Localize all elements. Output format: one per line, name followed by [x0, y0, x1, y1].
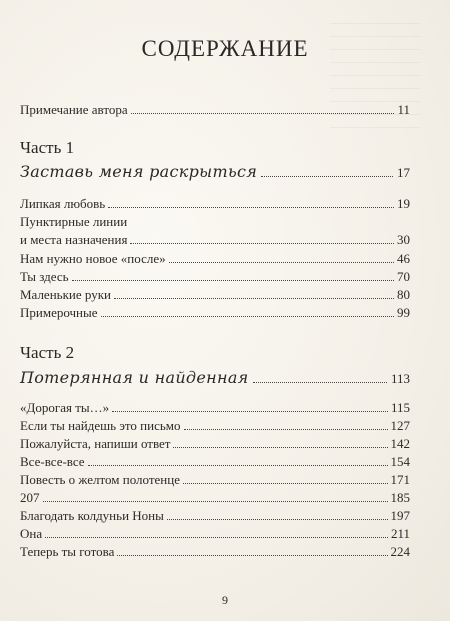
toc-entry [20, 231, 410, 248]
toc-entry-label: Она [20, 526, 43, 541]
dot-leader [183, 483, 388, 484]
toc-entry-label: Ты здесь [20, 269, 69, 284]
part1-title-row [20, 162, 410, 181]
dot-leader [101, 316, 394, 317]
toc-entry-page: 46 [397, 251, 410, 266]
toc-entry-label: Все-все-все [20, 454, 85, 469]
toc-entry [20, 471, 410, 488]
dot-leader [112, 411, 388, 412]
dot-leader [72, 280, 394, 281]
toc-entry-label: Липкая любовь [20, 196, 106, 211]
dot-leader [184, 429, 388, 430]
toc-entry-label: Благодать колдуньи Ноны [20, 508, 164, 523]
toc-entry-page: 154 [390, 454, 410, 469]
part2-page: 113 [390, 371, 410, 386]
toc-entry [20, 304, 410, 321]
toc-entry [20, 489, 410, 506]
toc-entry [20, 250, 410, 267]
toc-entry-label: Нам нужно новое «после» [20, 251, 166, 266]
toc-entry [20, 507, 410, 524]
dot-leader [114, 298, 394, 299]
part2-heading: Часть 2 [20, 343, 75, 362]
toc-entry-label: Теперь ты готова [20, 544, 115, 559]
toc-entry [20, 268, 410, 285]
toc-entry-page: 211 [390, 526, 410, 541]
toc-entry-page: 171 [390, 472, 410, 487]
dot-leader [261, 176, 393, 177]
toc-entry-page: 224 [390, 544, 410, 559]
toc-entry [20, 543, 410, 560]
page-number: 9 [222, 593, 228, 607]
toc-entry-author-note [20, 101, 410, 118]
dot-leader [131, 113, 395, 114]
toc-entry [20, 525, 410, 542]
dot-leader [130, 243, 394, 244]
toc-entry [20, 195, 410, 212]
toc-entry-label: Если ты найдешь это письмо [20, 418, 181, 433]
toc-entry-label: «Дорогая ты…» [20, 400, 110, 415]
part1-title: Заставь меня раскрыться [20, 162, 258, 181]
toc-entry-label: Пожалуйста, напиши ответ [20, 436, 171, 451]
toc-entry-page: 99 [397, 305, 410, 320]
part2-title: Потерянная и найденная [20, 368, 249, 387]
toc-entry-page: 80 [397, 287, 410, 302]
toc-entry-label: Маленькие руки [20, 287, 111, 302]
dot-leader [173, 447, 387, 448]
dot-leader [43, 501, 388, 502]
toc-entry [20, 417, 410, 434]
part2-title-row [20, 368, 410, 387]
part1-heading: Часть 1 [20, 138, 75, 157]
toc-entry [20, 399, 410, 416]
dot-leader [169, 262, 394, 263]
page-title: СОДЕРЖАНИЕ [141, 36, 309, 61]
toc-entry-page: 11 [397, 102, 410, 117]
toc-entry-label: Повесть о желтом полотенце [20, 472, 180, 487]
toc-entry [20, 435, 410, 452]
toc-entry-page: 70 [397, 269, 410, 284]
toc-entry-page: 185 [390, 490, 410, 505]
toc-entry-page: 19 [397, 196, 410, 211]
dot-leader [117, 555, 387, 556]
toc-entry-label: 207 [20, 490, 40, 505]
toc-entry-label-line2: и места назначения [20, 232, 128, 247]
dot-leader [253, 382, 387, 383]
toc-entry-page: 197 [390, 508, 410, 523]
toc-entry-label-line1: Пунктирные линии [20, 214, 128, 229]
toc-entry-label: Примерочные [20, 305, 98, 320]
dot-leader [88, 465, 388, 466]
toc-entry [20, 453, 410, 470]
toc-entry-page: 30 [397, 232, 410, 247]
toc-entry-page: 115 [390, 400, 410, 415]
part1-page: 17 [397, 165, 410, 180]
dot-leader [167, 519, 388, 520]
toc-entry [20, 286, 410, 303]
toc-entry-page: 127 [390, 418, 410, 433]
toc-entry-page: 142 [390, 436, 410, 451]
toc-entry-label: Примечание автора [20, 102, 128, 117]
dot-leader [108, 207, 394, 208]
dot-leader [45, 537, 388, 538]
